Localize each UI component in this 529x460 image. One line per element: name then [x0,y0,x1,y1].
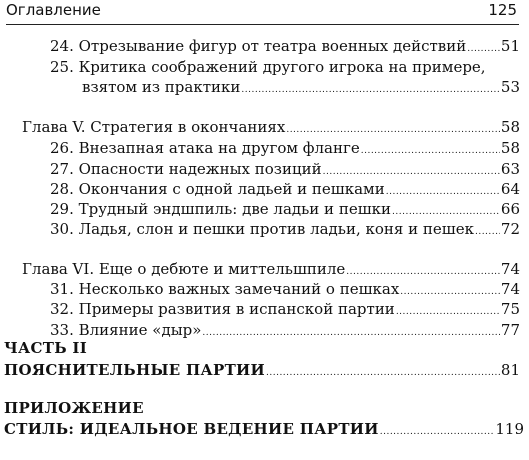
appendix-label: ПРИЛОЖЕНИЕ [4,399,144,417]
toc-entry-32[interactable] [50,300,520,321]
leader-dots [392,203,500,221]
toc-chapter-6[interactable] [22,260,520,281]
toc-entry-text: 33. Влияние «дыр» [50,321,202,339]
toc-part-page: 81 [500,361,520,379]
toc-chapter-text: Глава VI. Еще о дебюте и миттельшпиле [22,260,346,278]
leader-dots [323,163,500,181]
toc-chapter-5[interactable] [22,118,520,139]
toc-entry-text: 24. Отрезывание фигур от театра военных действий [50,37,467,55]
leader-dots [361,142,500,160]
toc-entry-page: 53 [500,78,520,96]
part-2-label: ЧАСТЬ II [4,339,88,357]
toc-entry-28[interactable] [50,180,520,201]
toc-entry-text: 28. Окончания с одной ладьей и пешками [50,180,385,198]
leader-dots [475,223,500,241]
leader-dots [241,81,500,99]
running-header [6,0,519,25]
leader-dots [346,263,500,281]
toc-entry-page: 58 [500,139,520,157]
leader-dots [380,423,495,441]
leader-dots [400,283,500,301]
toc-entry-page: 64 [500,180,520,198]
leader-dots [386,183,500,201]
toc-entry-text: 31. Несколько важных замечаний о пешках [50,280,400,298]
toc-entry-31[interactable] [50,280,520,301]
toc-entry-page: 74 [500,280,520,298]
toc-appendix[interactable] [4,420,524,441]
toc-entry-page: 66 [500,200,520,218]
toc-part-text: ПОЯСНИТЕЛЬНЫЕ ПАРТИИ [4,361,265,379]
toc-entry-30[interactable] [50,220,520,241]
header-title: Оглавление [6,1,101,19]
leader-dots [286,121,500,139]
toc-entry-27[interactable] [50,160,520,181]
toc-appendix-page: 119 [495,420,524,438]
toc-entry-text: 29. Трудный эндшпиль: две ладьи и пешки [50,200,392,218]
leader-dots [266,364,500,382]
toc-chapter-page: 74 [500,260,520,278]
toc-entry-text: 32. Примеры развития в испанской партии [50,300,395,318]
toc-entry-25[interactable] [50,58,486,76]
leader-dots [467,40,500,58]
toc-entry-text: 26. Внезапная атака на другом фланге [50,139,360,157]
toc-entry-page: 72 [500,220,520,238]
leader-dots [396,303,500,321]
toc-entry-text: 25. Критика соображений другого игрока на примере, [50,58,486,76]
toc-entry-page: 75 [500,300,520,318]
toc-appendix-text: СТИЛЬ: ИДЕАЛЬНОЕ ВЕДЕНИЕ ПАРТИИ [4,420,379,438]
toc-entry-24[interactable] [50,37,520,58]
toc-entry-page: 77 [500,321,520,339]
toc-chapter-page: 58 [500,118,520,136]
toc-entry-text: 30. Ладья, слон и пешки против ладьи, коня и пешек [50,220,474,238]
toc-entry-text-continued: взятом из практики [82,78,241,96]
toc-entry-26[interactable] [50,139,520,160]
toc-entry-33[interactable] [50,321,520,342]
toc-entry-page: 51 [500,37,520,55]
toc-part-2[interactable] [4,361,520,382]
toc-entry-29[interactable] [50,200,520,221]
toc-chapter-text: Глава V. Стратегия в окончаниях [22,118,286,136]
toc-entry-25-continued[interactable] [82,78,520,99]
toc-entry-text: 27. Опасности надежных позиций [50,160,322,178]
page-number: 125 [488,1,517,19]
leader-dots [202,324,500,342]
toc-entry-page: 63 [500,160,520,178]
